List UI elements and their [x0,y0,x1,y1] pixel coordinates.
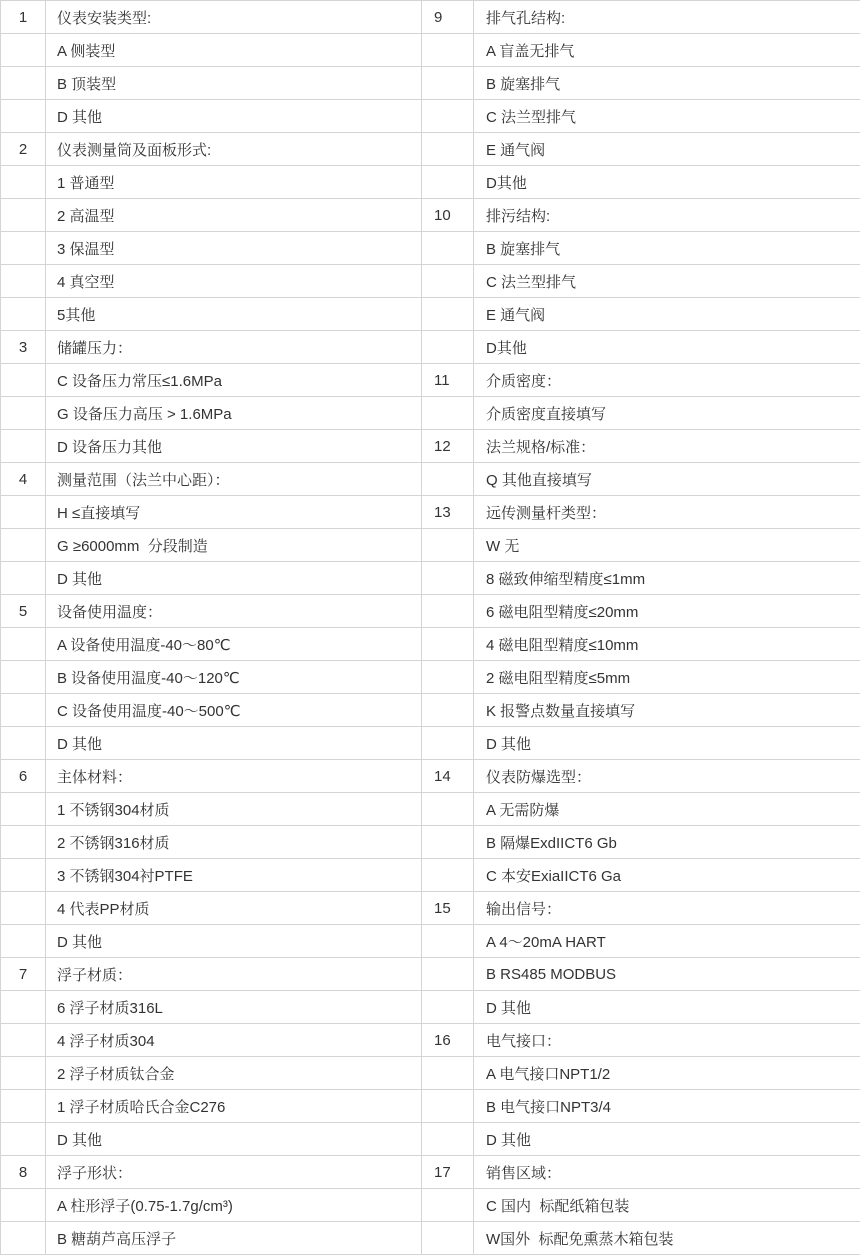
section-header-cell: 储罐压力： [46,331,422,364]
section-header-cell: 设备使用温度： [46,595,422,628]
option-cell: B 旋塞排气 [474,67,860,100]
option-cell: 2 浮子材质钛合金 [46,1057,422,1090]
row-number-cell [1,826,46,859]
row-number-cell [1,496,46,529]
option-cell: 3 不锈钢304衬PTFE [46,859,422,892]
section-header-cell: 仪表安装类型: [46,1,422,34]
section-number-cell: 12 [422,430,474,463]
section-number-cell: 16 [422,1024,474,1057]
row-number-cell [1,529,46,562]
row-number-cell [422,397,474,430]
option-cell: 4 磁电阻型精度≤10mm [474,628,860,661]
option-cell: B 顶装型 [46,67,422,100]
row-number-cell [422,1189,474,1222]
row-number-cell [1,199,46,232]
section-header-cell: 浮子材质： [46,958,422,991]
section-header-cell: 电气接口： [474,1024,860,1057]
row-number-cell [422,166,474,199]
option-cell: 8 磁致伸缩型精度≤1mm [474,562,860,595]
row-number-cell [422,991,474,1024]
option-cell: 介质密度直接填写 [474,397,860,430]
option-cell: B 糖葫芦高压浮子 [46,1222,422,1255]
option-cell: 1 浮子材质哈氏合金C276 [46,1090,422,1123]
option-cell: B RS485 MODBUS [474,958,860,991]
section-header-cell: 浮子形状： [46,1156,422,1189]
row-number-cell [1,232,46,265]
section-header-cell: 主体材料： [46,760,422,793]
option-cell: 2 高温型 [46,199,422,232]
section-number-cell: 15 [422,892,474,925]
option-cell: D 设备压力其他 [46,430,422,463]
option-cell: 1 普通型 [46,166,422,199]
row-number-cell [422,826,474,859]
option-cell: E 通气阀 [474,133,860,166]
option-cell: 4 真空型 [46,265,422,298]
option-cell: D 其他 [46,562,422,595]
row-number-cell [1,1189,46,1222]
row-number-cell [1,892,46,925]
row-number-cell [1,1024,46,1057]
section-number-cell: 10 [422,199,474,232]
option-cell: 6 浮子材质316L [46,991,422,1024]
section-number-cell: 14 [422,760,474,793]
option-cell: 2 不锈钢316材质 [46,826,422,859]
row-number-cell [1,265,46,298]
option-cell: A 侧装型 [46,34,422,67]
row-number-cell [422,1057,474,1090]
row-number-cell [1,1222,46,1255]
row-number-cell [1,364,46,397]
row-number-cell [422,331,474,364]
row-number-cell [1,694,46,727]
section-number-cell: 4 [1,463,46,496]
section-header-cell: 测量范围（法兰中心距）： [46,463,422,496]
option-cell: C 国内 标配纸箱包装 [474,1189,860,1222]
row-number-cell [422,859,474,892]
option-cell: D 其他 [46,727,422,760]
option-cell: E 通气阀 [474,298,860,331]
section-header-cell: 仪表防爆选型： [474,760,860,793]
option-cell: A 电气接口NPT1/2 [474,1057,860,1090]
option-cell: 6 磁电阻型精度≤20mm [474,595,860,628]
row-number-cell [422,793,474,826]
row-number-cell [1,859,46,892]
section-header-cell: 远传测量杆类型： [474,496,860,529]
row-number-cell [1,925,46,958]
option-cell: 4 代表PP材质 [46,892,422,925]
option-cell: C 法兰型排气 [474,100,860,133]
option-cell: W国外 标配免熏蒸木箱包装 [474,1222,860,1255]
option-cell: A 柱形浮子(0.75-1.7g/cm³) [46,1189,422,1222]
option-cell: 3 保温型 [46,232,422,265]
section-number-cell: 13 [422,496,474,529]
option-cell: B 隔爆ExdIICT6 Gb [474,826,860,859]
row-number-cell [1,397,46,430]
section-header-cell: 仪表测量筒及面板形式: [46,133,422,166]
row-number-cell [422,34,474,67]
row-number-cell [1,430,46,463]
row-number-cell [422,133,474,166]
option-cell: 2 磁电阻型精度≤5mm [474,661,860,694]
row-number-cell [1,628,46,661]
section-number-cell: 9 [422,1,474,34]
row-number-cell [1,793,46,826]
row-number-cell [422,529,474,562]
section-number-cell: 17 [422,1156,474,1189]
row-number-cell [1,562,46,595]
row-number-cell [422,727,474,760]
row-number-cell [1,1057,46,1090]
option-cell: W 无 [474,529,860,562]
option-cell: G 设备压力高压 > 1.6MPa [46,397,422,430]
section-number-cell: 1 [1,1,46,34]
row-number-cell [422,463,474,496]
row-number-cell [422,958,474,991]
option-cell: K 报警点数量直接填写 [474,694,860,727]
option-cell: B 电气接口NPT3/4 [474,1090,860,1123]
row-number-cell [422,562,474,595]
option-cell: D 其他 [474,1123,860,1156]
section-number-cell: 3 [1,331,46,364]
row-number-cell [422,694,474,727]
section-header-cell: 排气孔结构: [474,1,860,34]
option-cell: 1 不锈钢304材质 [46,793,422,826]
option-cell: A 4～20mA HART [474,925,860,958]
option-cell: D 其他 [46,925,422,958]
option-cell: C 设备压力常压≤1.6MPa [46,364,422,397]
option-cell: A 无需防爆 [474,793,860,826]
option-cell: H ≤直接填写 [46,496,422,529]
row-number-cell [422,661,474,694]
section-header-cell: 排污结构: [474,199,860,232]
option-cell: G ≥6000mm 分段制造 [46,529,422,562]
section-header-cell: 法兰规格/标准： [474,430,860,463]
row-number-cell [422,100,474,133]
section-header-cell: 介质密度： [474,364,860,397]
option-cell: Q 其他直接填写 [474,463,860,496]
row-number-cell [422,232,474,265]
section-number-cell: 6 [1,760,46,793]
section-number-cell: 7 [1,958,46,991]
option-cell: D 其他 [474,991,860,1024]
row-number-cell [1,100,46,133]
row-number-cell [1,1123,46,1156]
row-number-cell [422,1123,474,1156]
section-header-cell: 销售区域： [474,1156,860,1189]
row-number-cell [1,298,46,331]
row-number-cell [422,1090,474,1123]
row-number-cell [422,925,474,958]
row-number-cell [422,628,474,661]
section-number-cell: 11 [422,364,474,397]
option-cell: 4 浮子材质304 [46,1024,422,1057]
option-cell: D 其他 [46,1123,422,1156]
row-number-cell [1,661,46,694]
option-cell: D其他 [474,331,860,364]
option-cell: C 本安ExiaIICT6 Ga [474,859,860,892]
row-number-cell [1,67,46,100]
row-number-cell [422,265,474,298]
row-number-cell [1,166,46,199]
row-number-cell [1,727,46,760]
row-number-cell [1,34,46,67]
option-cell: D其他 [474,166,860,199]
option-cell: D 其他 [46,100,422,133]
option-cell: D 其他 [474,727,860,760]
row-number-cell [422,1222,474,1255]
option-cell: A 盲盖无排气 [474,34,860,67]
option-cell: 5其他 [46,298,422,331]
option-cell: B 旋塞排气 [474,232,860,265]
row-number-cell [1,1090,46,1123]
section-number-cell: 8 [1,1156,46,1189]
section-number-cell: 5 [1,595,46,628]
option-cell: B 设备使用温度-40～120℃ [46,661,422,694]
option-cell: A 设备使用温度-40～80℃ [46,628,422,661]
row-number-cell [422,298,474,331]
section-header-cell: 输出信号： [474,892,860,925]
row-number-cell [422,595,474,628]
option-cell: C 法兰型排气 [474,265,860,298]
row-number-cell [422,67,474,100]
section-number-cell: 2 [1,133,46,166]
row-number-cell [1,991,46,1024]
option-cell: C 设备使用温度-40～500℃ [46,694,422,727]
